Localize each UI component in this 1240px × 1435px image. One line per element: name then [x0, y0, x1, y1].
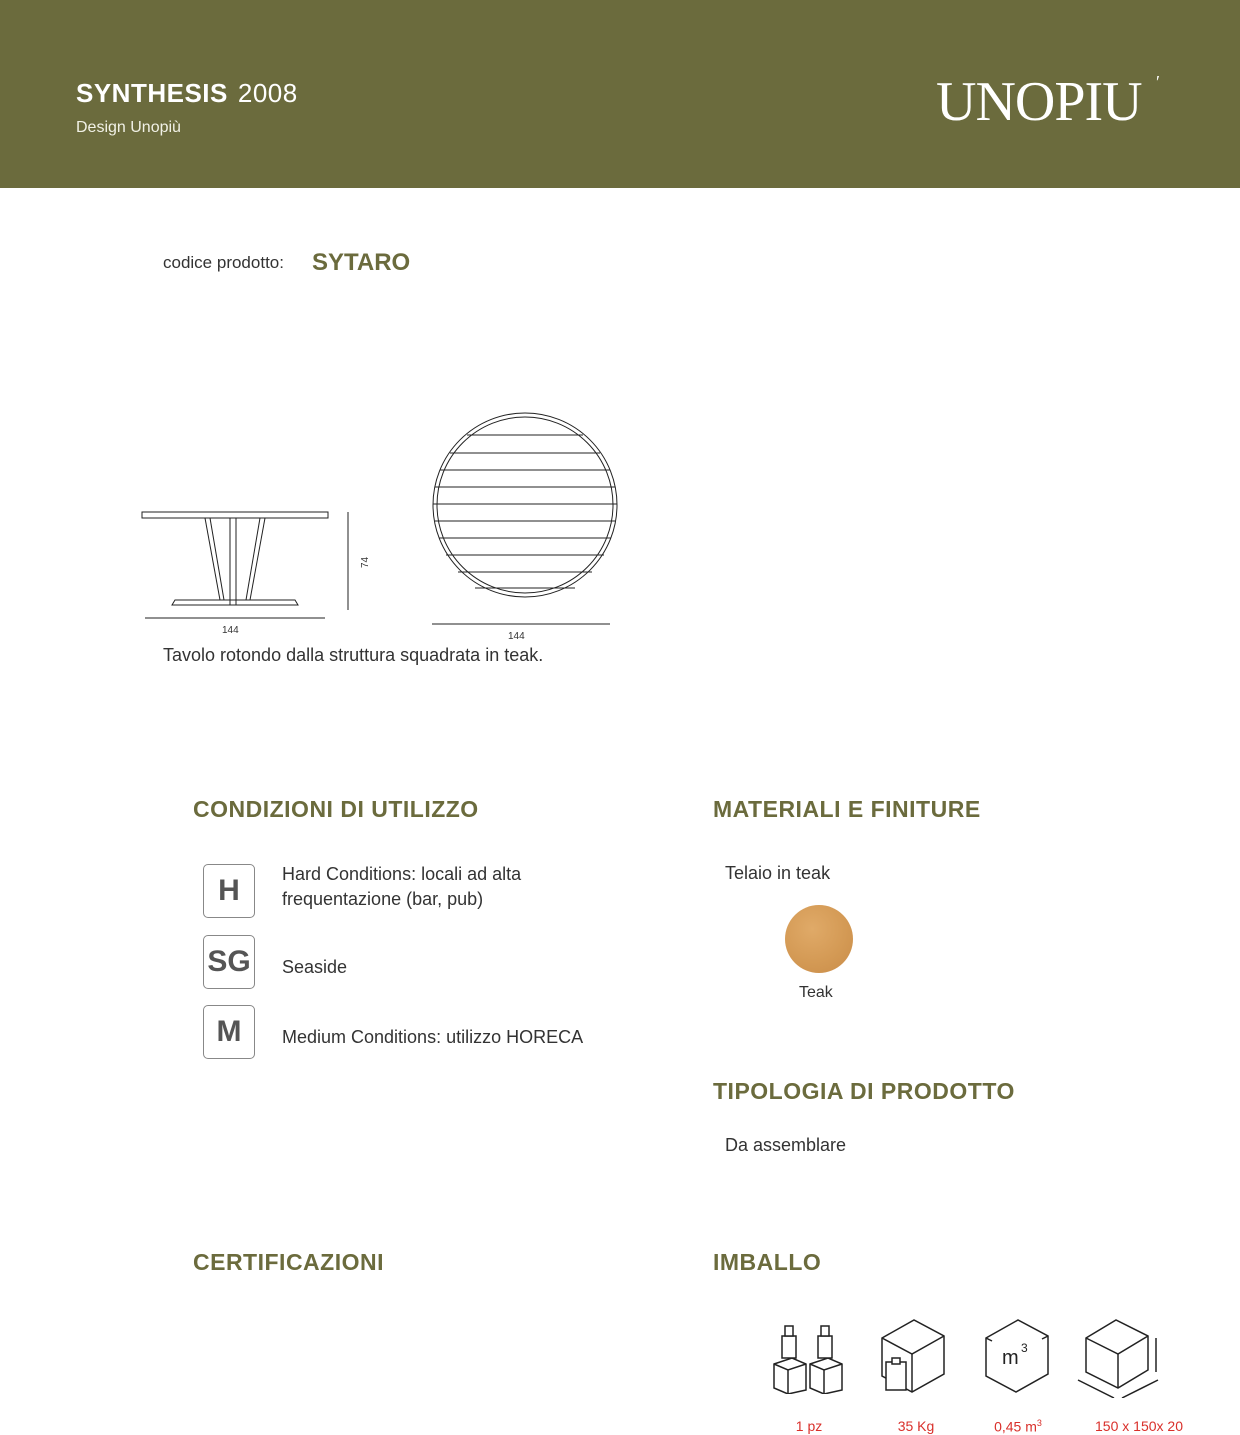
- volume-icon-unit: m: [1002, 1347, 1019, 1369]
- dimensions-label: 150 x 150x 20: [1095, 1418, 1183, 1434]
- top-diameter-dimension: 144: [508, 631, 525, 642]
- weight-icon: [878, 1318, 948, 1394]
- svg-text:′: ′: [1156, 72, 1161, 92]
- collection-title: [76, 78, 298, 109]
- pieces-label: 1 pz: [795, 1418, 823, 1434]
- product-description: Tavolo rotondo dalla struttura squadrata in teak.: [163, 645, 544, 665]
- conditions-heading: CONDIZIONI DI UTILIZZO: [193, 796, 479, 822]
- collection-year: 2008: [237, 78, 298, 108]
- designer-credit: Design Unopiù: [76, 119, 181, 136]
- condition-badge-medium: M: [203, 1005, 255, 1059]
- product-type-heading: TIPOLOGIA DI PRODOTTO: [713, 1078, 1015, 1104]
- pieces-icon: [770, 1318, 846, 1394]
- product-code-value: SYTARO: [312, 249, 411, 276]
- brand-logo: [936, 68, 1176, 140]
- side-width-dimension: 144: [222, 625, 239, 636]
- product-code-label: codice prodotto:: [163, 253, 284, 272]
- materials-heading: MATERIALI E FINITURE: [713, 796, 981, 822]
- dimensions-icon: [1076, 1318, 1162, 1398]
- technical-drawing: [130, 400, 630, 650]
- height-dimension: 74: [360, 556, 371, 568]
- top-view-drawing: [432, 413, 617, 624]
- condition-badge-hard: H: [203, 864, 255, 918]
- certifications-heading: CERTIFICAZIONI: [193, 1249, 384, 1275]
- side-view-drawing: [142, 512, 348, 618]
- condition-text-medium: Medium Conditions: utilizzo HORECA: [282, 1027, 584, 1047]
- volume-label: [963, 1418, 1073, 1435]
- teak-swatch: [785, 905, 853, 973]
- teak-swatch-label: Teak: [799, 984, 833, 1001]
- header-banner: [0, 0, 1240, 188]
- weight-label: 35 Kg: [897, 1418, 935, 1434]
- frame-material: Telaio in teak: [725, 863, 831, 883]
- volume-icon: [982, 1318, 1052, 1394]
- condition-badge-seaside: SG: [203, 935, 255, 989]
- collection-name: SYNTHESIS: [76, 78, 228, 108]
- volume-exponent: 3: [1036, 1418, 1042, 1428]
- condition-text-seaside: Seaside: [282, 957, 348, 977]
- product-type-value: Da assemblare: [725, 1135, 847, 1155]
- unopiu-logo-icon: [936, 68, 1176, 128]
- volume-value: 0,45 m: [994, 1418, 1037, 1435]
- packaging-heading: IMBALLO: [713, 1249, 822, 1275]
- volume-icon-exponent: 3: [1021, 1341, 1028, 1355]
- condition-text-hard: Hard Conditions: locali ad alta frequentazione (bar, pub): [282, 864, 522, 909]
- svg-text:UNOPIU: UNOPIU: [936, 71, 1142, 128]
